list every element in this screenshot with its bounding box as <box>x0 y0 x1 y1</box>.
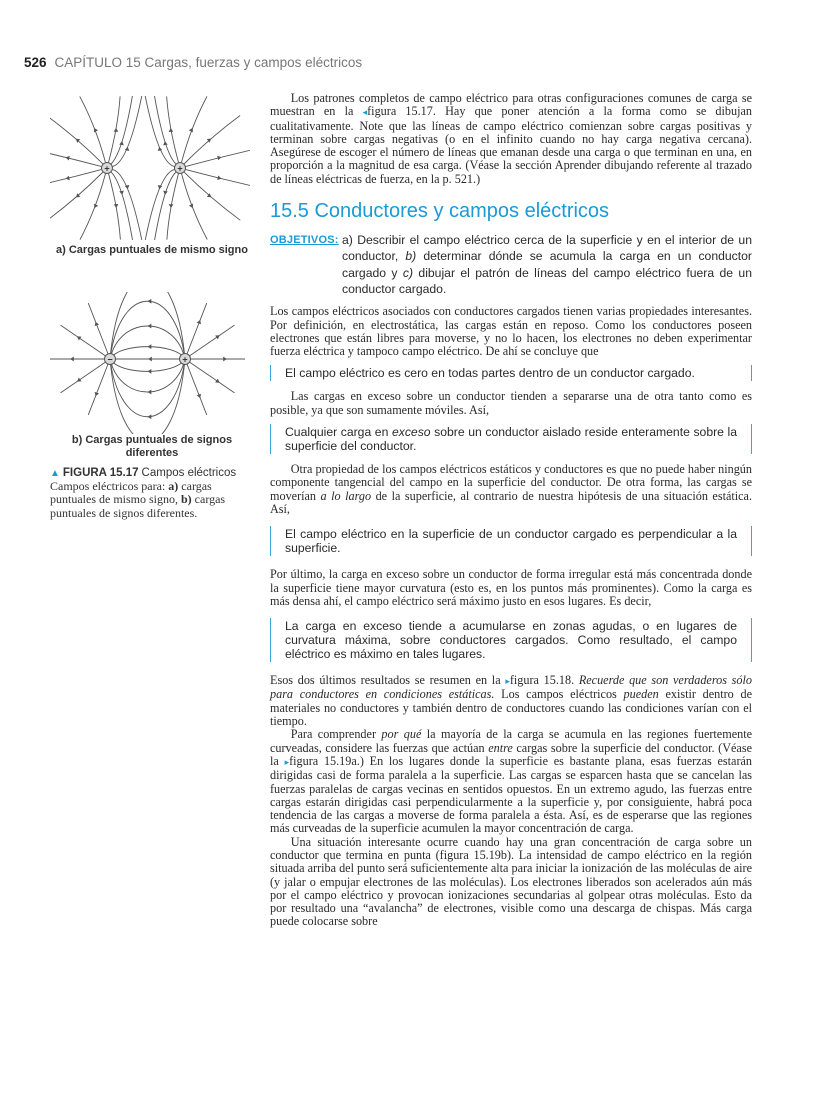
paragraph-6-b: figura 15.18. <box>509 673 579 688</box>
paragraph-7 <box>270 728 752 835</box>
field-line <box>185 325 235 359</box>
field-arrow-icon <box>77 336 81 340</box>
paragraph-2: Los campos eléctricos asociados con conductores cargados tienen varias propiedades interesantes. Por definición, en electrostática, las cargas están en reposo. Como los conductores poseen electrones que están libres para moverse, y no lo hacen, los electrones no deben experimentar fuerza eléctrica y tampoco campo eléctrico. De ahí se concluye que <box>270 304 752 359</box>
caption-text-2: cargas puntuales de mismo signo, <box>50 479 212 507</box>
field-arrow-icon <box>66 156 70 161</box>
field-arrow-icon <box>148 414 152 419</box>
paragraph-7-a: Para comprender <box>290 727 382 742</box>
paragraph-4-a: Otra propiedad de los campos eléctricos estáticos y conductores es que no puede haber ningún componente tangencial del campo en la superficie del conductor. De otra forma, las cargas se moverían <box>270 462 752 503</box>
page-header <box>24 55 362 70</box>
field-arrow-icon <box>148 344 152 349</box>
field-diagram-opposite-charges <box>50 292 250 434</box>
positive-charge-icon-sign: + <box>182 354 188 365</box>
caption-text-3: cargas puntuales de signos diferentes. <box>50 492 226 520</box>
figure-link-forward-icon[interactable]: ▸ <box>505 676 510 687</box>
paragraph-6 <box>270 674 752 728</box>
paragraph-7-c: cargas sobre la superficie del conductor. (Véase la <box>270 740 752 768</box>
field-arrow-icon <box>217 176 221 181</box>
section-title: 15.5 Conductores y campos eléctricos <box>270 200 610 223</box>
field-arrow-icon <box>70 357 74 362</box>
paragraph-4-b: de la superficie, al contrario de nuestra hipótesis de una situación estática. Así, <box>270 488 752 516</box>
paragraph-7-d: figura 15.19a.) En los lugares donde la superficie es bastante plana, esas fuerzas estarán dirigidas casi de forma paralela a la superficie. Las cargas se esparcen hasta que se cancelan las fuerzas paralelas de cargas vecinas en sentidos opuestos. En un extremo agudo, las fuerzas entre cargas estarán dirigidas casi perpendicularmente a la superficie y, por consiguiente, habrá poca tendencia de las cargas a moverse de forma paralela a ésta. Así, es de esperarse que las regiones más curveadas de la superficie acumulen la mayor concentración de carga. <box>270 753 753 836</box>
paragraph-4-em: a lo largo <box>320 488 372 503</box>
callout-3: El campo eléctrico en la superficie de un conductor cargado es perpendicular a la superficie. <box>270 526 752 556</box>
field-line <box>50 149 101 167</box>
main-text-column <box>270 92 752 929</box>
field-line <box>88 303 110 359</box>
field-arrow-icon <box>215 379 219 383</box>
field-arrow-icon <box>158 185 163 189</box>
figure-caption <box>50 466 260 520</box>
page-number: 526 <box>24 55 47 70</box>
field-line <box>110 359 185 392</box>
paragraph-6-d: existir dentro de materiales no conductores y también dentro de conductores cuando las condiciones varían con el tiempo. <box>270 687 752 729</box>
field-line <box>110 301 185 359</box>
objectives-text <box>342 232 752 297</box>
callout-1: El campo eléctrico es cero en todas partes dentro de un conductor cargado. <box>270 365 752 381</box>
field-arrow-icon <box>215 335 219 339</box>
field-line <box>185 359 207 415</box>
field-arrow-icon <box>125 147 130 151</box>
figure-label-a: a) Cargas puntuales de mismo signo <box>56 244 248 256</box>
caption-title: FIGURA 15.17 <box>62 467 139 479</box>
paragraph-7-b: la mayoría de la carga se acumula en las regiones fuertemente curveadas, considere las fuerzas que actúan <box>270 727 752 755</box>
field-arrow-icon <box>148 299 152 304</box>
paragraph-7-em2: entre <box>488 740 513 755</box>
field-arrow-icon <box>77 377 81 381</box>
paragraph-4 <box>270 463 752 516</box>
paragraph-6-em2: pueden <box>623 687 659 702</box>
caption-title-2: Campos eléctricos <box>141 467 237 479</box>
paragraph-7-em1: por qué <box>381 727 422 742</box>
field-arrow-icon <box>163 191 168 195</box>
objectives-b: determinar dónde se acumula la carga en un conductor cargado y <box>342 249 752 280</box>
field-arrow-icon <box>66 176 70 181</box>
paragraph-6-a: Esos dos últimos resultados se resumen en la <box>270 673 506 688</box>
paragraph-1-text-b: figura 15.17. Hay que poner atención a la forma como se dibujan cualitativamente. Note que las líneas de campo eléctrico comienzan sobre cargas positivas y terminan sobre cargas negativas (o en el infinito cuando no hay carga negativa cercana). Asegúrese de escoger el número de líneas que emanan desde una carga o que terminan en una, en proporción a la magnitud de esa carga. (Véase la sección Aprender dibujando referente al trazado de líneas eléctricas de fuerza, en la p. 521.) <box>270 104 752 186</box>
callout-4: La carga en exceso tiende a acumularse en zonas agudas, o en lugares de curvatura máxima, sobre conductores cargados. Como resultado, el campo eléctrico es máximo en tales lugares. <box>270 618 752 662</box>
callout-2-em: exceso <box>391 425 431 440</box>
field-arrow-icon <box>169 128 174 132</box>
objectives-block <box>270 232 752 297</box>
field-line <box>80 96 106 162</box>
field-arrow-icon <box>169 204 174 208</box>
objectives-c: dibujar el patrón de líneas del campo eléctrico fuera de un conductor cargado. <box>342 265 752 296</box>
field-line <box>184 116 240 164</box>
paragraph-1-text-a: Los patrones completos de campo eléctrico para otras configuraciones comunes de carga se muestran en la <box>270 91 752 119</box>
field-line <box>182 174 208 240</box>
field-arrow-icon <box>125 185 130 189</box>
negative-charge-icon-sign: − <box>107 354 113 365</box>
figure-link-back-icon[interactable]: ◂ <box>362 107 368 118</box>
positive-charge-icon-sign: + <box>104 163 110 174</box>
caption-triangle-icon: ▲ <box>50 468 60 479</box>
field-line <box>110 292 185 359</box>
figure-link-forward-icon-2[interactable]: ▸ <box>284 756 290 767</box>
field-arrow-icon <box>114 204 119 208</box>
chapter-title: CAPÍTULO 15 Cargas, fuerzas y campos eléctricos <box>54 55 363 70</box>
field-arrow-icon <box>158 147 163 151</box>
objectives-a: a) Describir el campo eléctrico cerca de la superficie y en el interior de un conductor, <box>342 233 752 264</box>
field-line <box>88 359 110 415</box>
field-diagram-like-charges <box>50 90 250 245</box>
field-line <box>110 359 185 371</box>
field-arrow-icon <box>114 128 119 132</box>
field-arrow-icon <box>119 141 124 145</box>
field-arrow-icon <box>148 369 152 374</box>
paragraph-8: Una situación interesante ocurre cuando hay una gran concentración de carga sobre un conductor que termina en punta (figura 15.19b). La intensidad de campo eléctrico en la región situada arriba del punto será suficientemente alta para iniciar la ionización de las moléculas de aire (y jalar o empujar electrones de las moléculas). Los electrones liberados son acelerados aún más por el campo eléctrico y provocan ionizaciones secundarias al golpear otras moléculas. Esto da por resultado una “avalancha” de electrones, visible como una descarga de chispas. Más carga puede colocarse sobre <box>270 834 752 929</box>
objectives-c-marker: c) <box>402 265 414 280</box>
objectives-label: OBJETIVOS: <box>270 234 339 247</box>
field-line <box>182 96 207 162</box>
field-arrow-icon <box>119 191 124 195</box>
paragraph-6-em1: Recuerde que son verdaderos sólo para conductores en condiciones estáticas. <box>270 673 752 702</box>
paragraph-3: Las cargas en exceso sobre un conductor tienden a separarse una de otra tanto como es posible, ya que son sumamente móviles. Así, <box>270 389 752 417</box>
field-arrow-icon <box>223 357 227 362</box>
field-line <box>80 174 105 240</box>
caption-b-marker: b) <box>181 492 192 507</box>
paragraph-6-c: Los campos eléctricos <box>494 687 624 702</box>
field-line <box>60 325 110 359</box>
callout-2-a: Cualquier carga en <box>285 425 392 440</box>
field-line <box>111 172 132 240</box>
field-line <box>185 303 207 359</box>
field-arrow-icon <box>163 141 168 145</box>
field-line <box>110 359 185 417</box>
field-line <box>185 359 235 393</box>
callout-2-b: sobre un conductor aislado reside enteramente sobre la superficie del conductor. <box>285 425 737 454</box>
field-line <box>184 172 240 220</box>
field-arrow-icon <box>148 390 152 395</box>
field-line <box>154 96 175 164</box>
field-line <box>155 172 176 240</box>
caption-a-marker: a) <box>168 479 179 494</box>
field-line <box>111 96 132 164</box>
paragraph-1 <box>270 92 752 186</box>
callout-2 <box>270 424 752 454</box>
caption-text-1: Campos eléctricos para: <box>50 479 166 494</box>
objectives-b-marker: b) <box>405 249 417 264</box>
field-arrow-icon <box>148 357 152 362</box>
field-line <box>110 326 185 359</box>
field-arrow-icon <box>148 324 152 329</box>
field-arrow-icon <box>217 156 221 161</box>
figure-label-b: b) Cargas puntuales de signos diferentes <box>71 434 233 459</box>
positive-charge-icon-sign: + <box>177 163 183 174</box>
field-line <box>60 359 110 393</box>
paragraph-5: Por último, la carga en exceso sobre un conductor de forma irregular está más concentrada donde la superficie tiene mayor curvatura (esto es, en los puntos más prominentes). Como la carga es más densa ahí, el campo eléctrico será máximo justo en esos lugares. Es decir, <box>270 567 752 608</box>
field-line <box>110 347 185 359</box>
field-line <box>50 170 101 188</box>
